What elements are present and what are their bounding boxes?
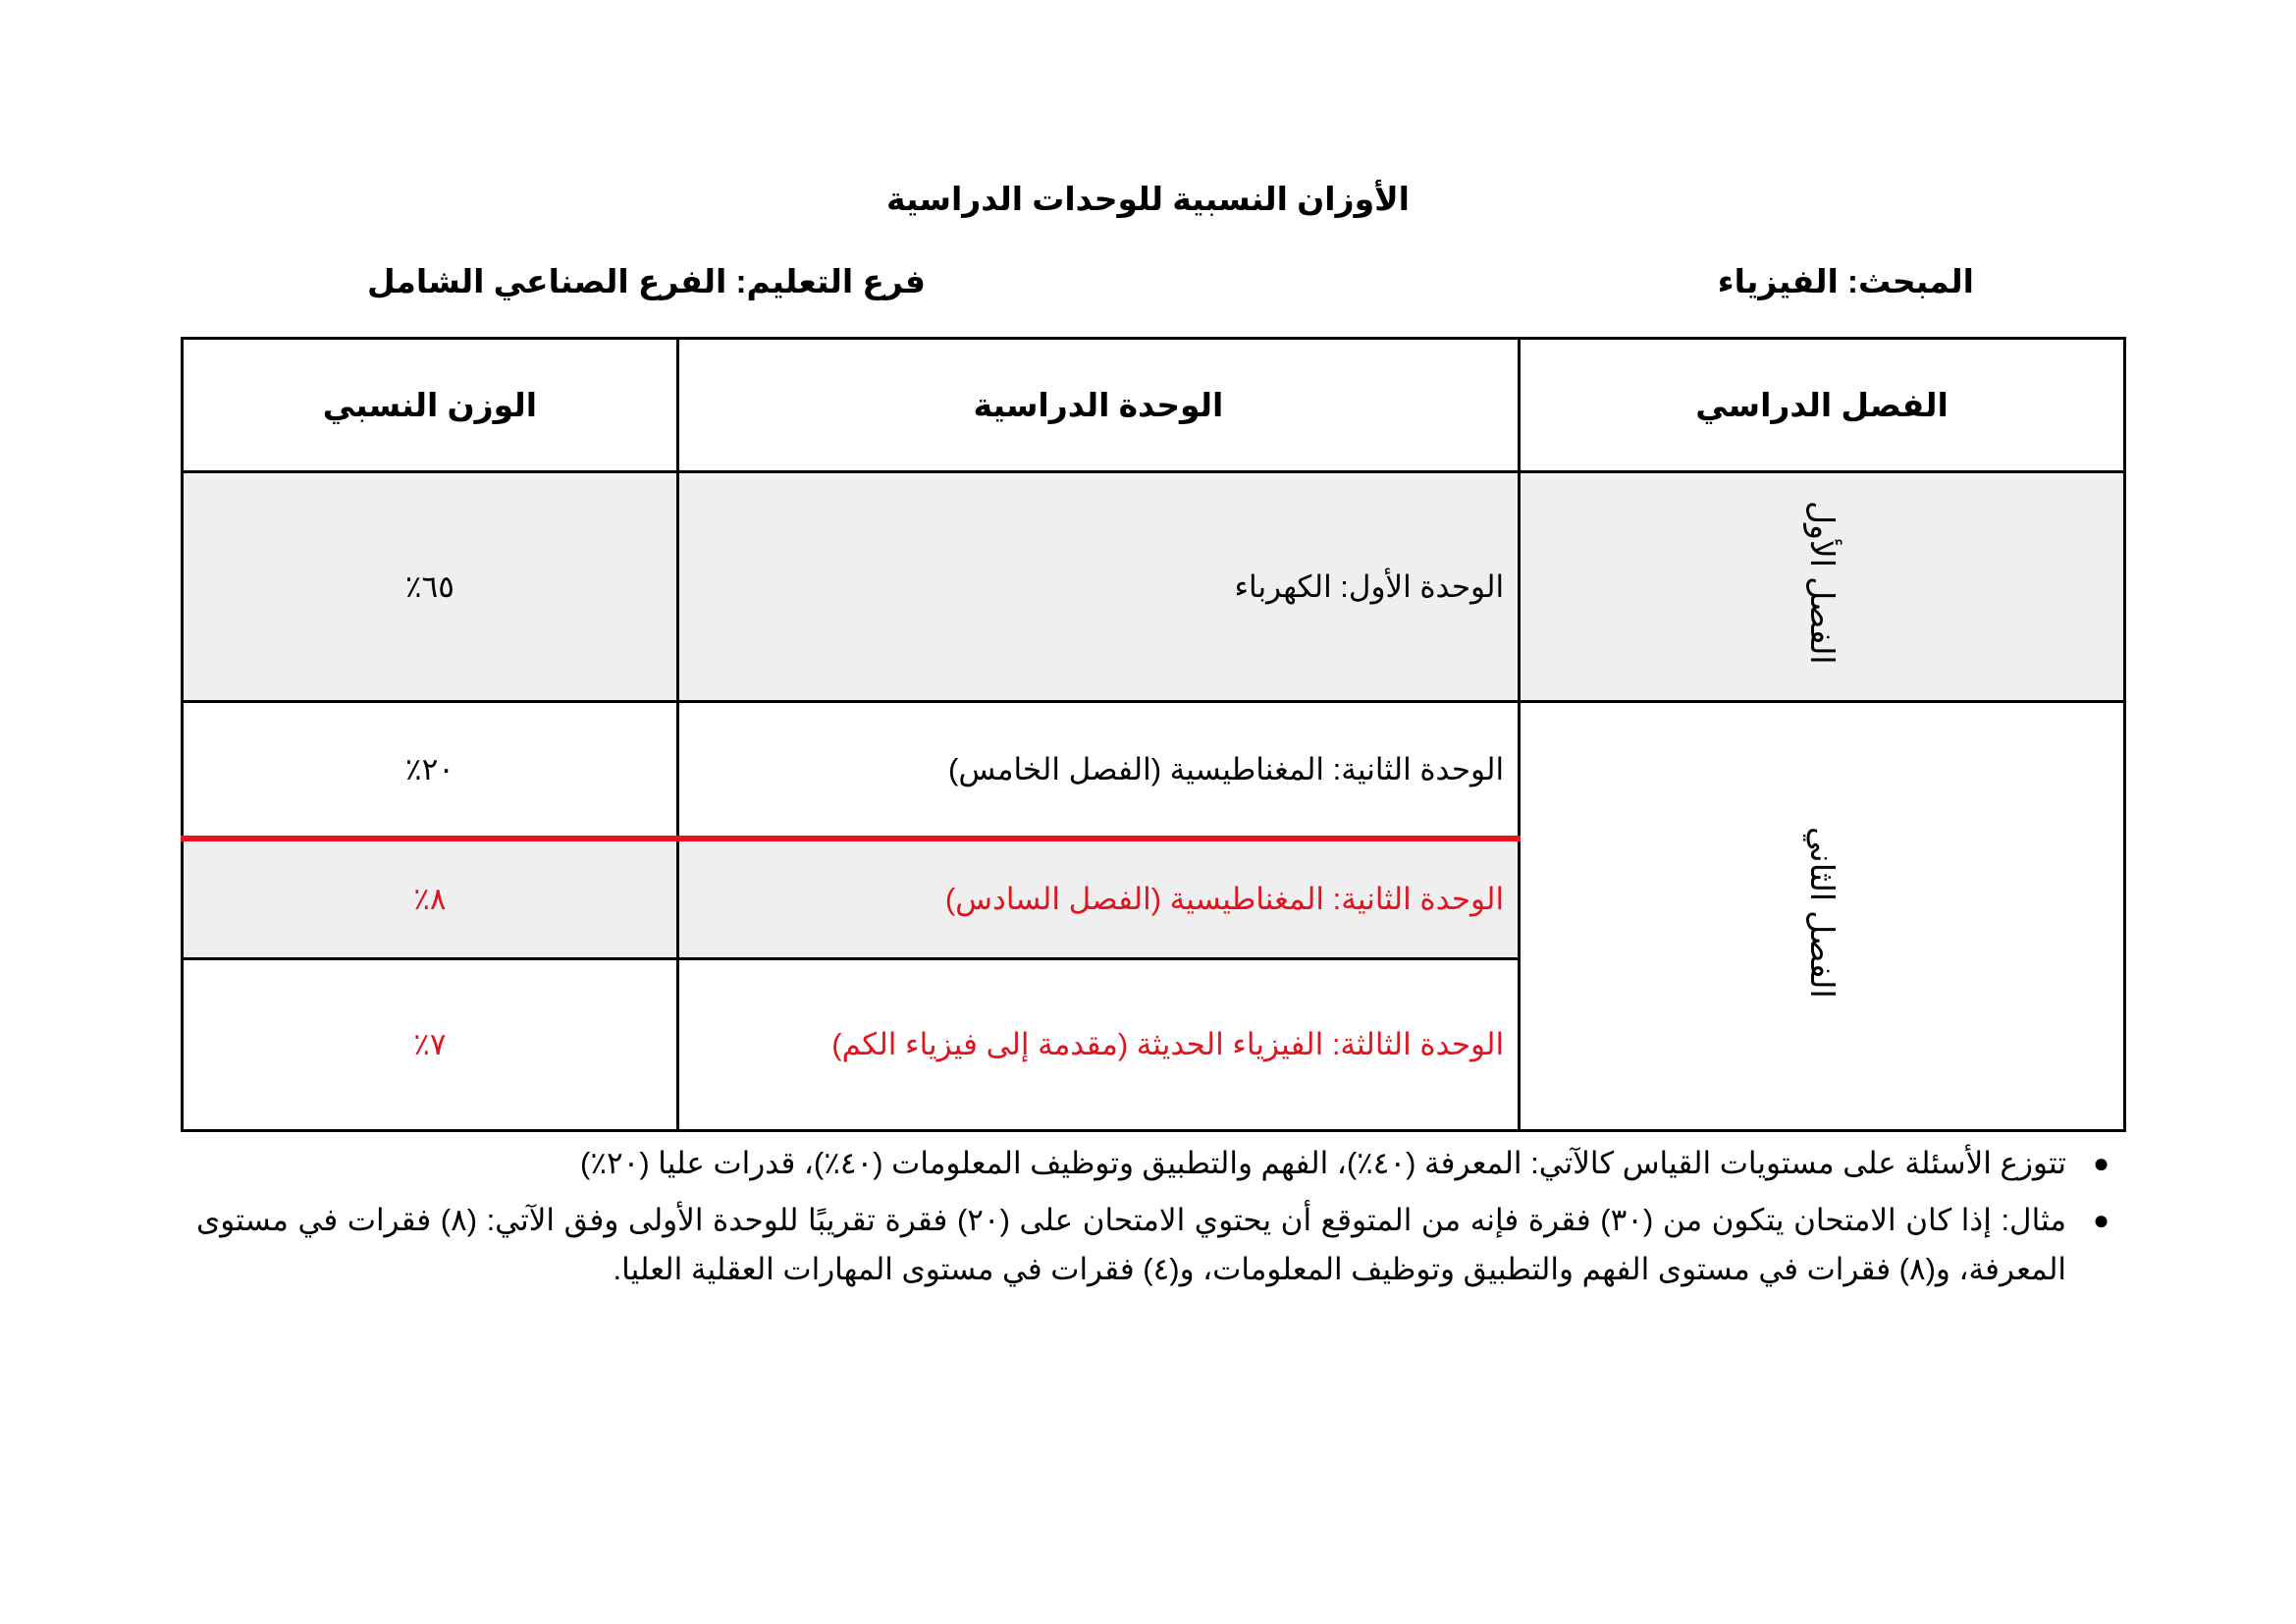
unit-cell: الوحدة الثالثة: الفيزياء الحديثة (مقدمة إلى فيزياء الكم) bbox=[677, 959, 1519, 1131]
page-title: الأوزان النسبية للوحدات الدراسية bbox=[886, 181, 1410, 217]
list-item bbox=[196, 1139, 2109, 1188]
table-row bbox=[183, 702, 2125, 839]
branch-label: فرع التعليم: الفرع الصناعي الشامل bbox=[366, 263, 926, 299]
weight-cell: ٢٠٪ bbox=[183, 702, 678, 839]
bullet-icon: ● bbox=[2093, 1148, 2109, 1178]
unit-cell: الوحدة الثانية: المغناطيسية (الفصل الخامس) bbox=[677, 702, 1519, 839]
header-semester: الفصل الدراسي bbox=[1520, 339, 2125, 472]
unit-cell: الوحدة الثانية: المغناطيسية (الفصل السادس) bbox=[677, 839, 1519, 959]
unit-cell: الوحدة الأول: الكهرباء bbox=[677, 472, 1519, 702]
bullet-icon: ● bbox=[2093, 1205, 2109, 1235]
note-text: مثال: إذا كان الامتحان يتكون من (٣٠) فقرة فإنه من المتوقع أن يحتوي الامتحان على (٢٠) فقرة تقريبًا للوحدة الأولى وفق الآتي: (٨) فقرات في مستوى المعرفة، و(٨) فقرات في مستوى الفهم والتطبيق وتوظيف المعلومات، و(٤) فقرات في مستوى المهارات العقلية العليا. bbox=[196, 1203, 2066, 1286]
weight-cell: ٨٪ bbox=[183, 839, 678, 959]
weight-cell: ٧٪ bbox=[183, 959, 678, 1131]
notes-list bbox=[196, 1139, 2109, 1302]
table-header-row bbox=[183, 339, 2125, 472]
header-weight: الوزن النسبي bbox=[183, 339, 678, 472]
weight-cell: ٦٥٪ bbox=[183, 472, 678, 702]
semester-cell bbox=[1520, 472, 2125, 702]
semester-label: الفصل الثاني bbox=[1804, 826, 1842, 999]
subject-label: المبحث: الفيزياء bbox=[1717, 263, 1974, 299]
list-item bbox=[196, 1196, 2109, 1294]
semester-label: الفصل الأول bbox=[1804, 501, 1842, 665]
header-unit: الوحدة الدراسية bbox=[677, 339, 1519, 472]
relative-weights-table bbox=[181, 337, 2126, 1132]
note-text: تتوزع الأسئلة على مستويات القياس كالآتي: المعرفة (٤٠٪)، الفهم والتطبيق وتوظيف المعلومات (٤٠٪)، قدرات عليا (٢٠٪) bbox=[580, 1146, 2066, 1180]
table-row bbox=[183, 472, 2125, 702]
semester-cell bbox=[1520, 702, 2125, 1131]
